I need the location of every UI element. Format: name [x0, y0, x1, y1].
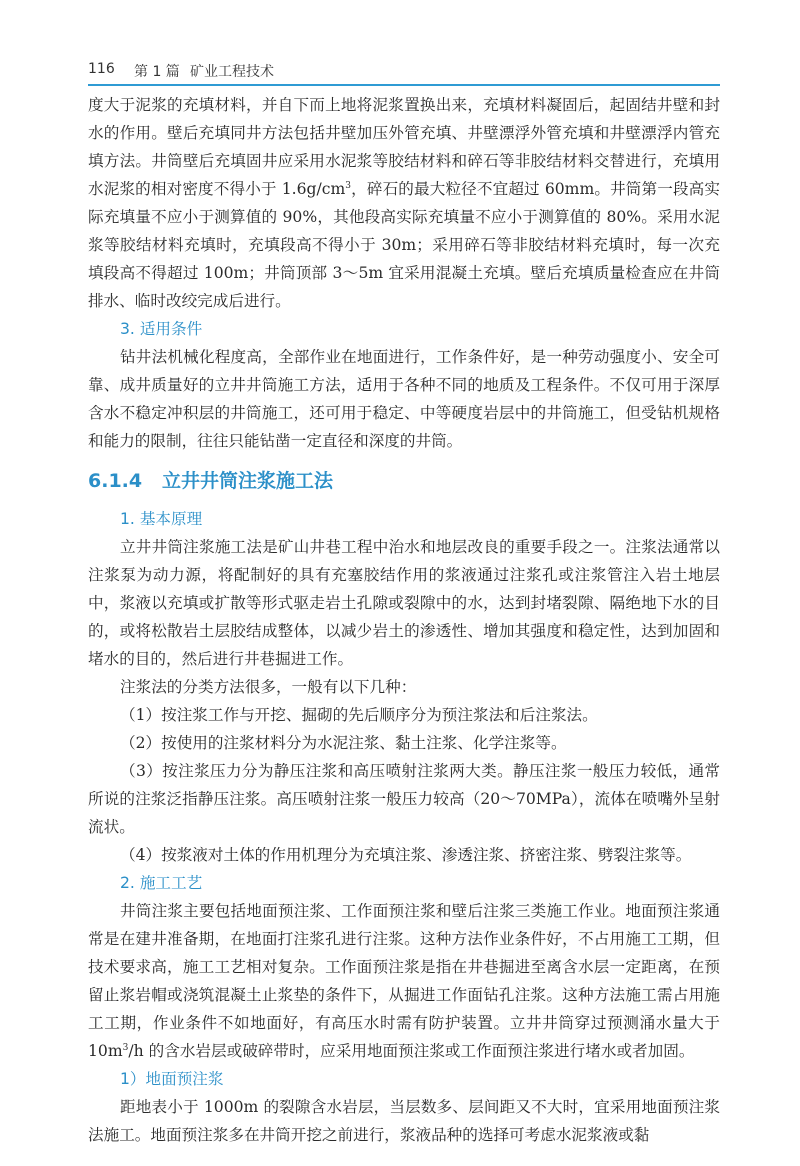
section-heading [88, 467, 720, 495]
page-number: 116 [88, 61, 115, 77]
part-label: 第 1 篇 [134, 64, 180, 80]
header-rule [88, 84, 720, 86]
list-item: （1）按注浆工作与开挖、掘砌的先后顺序分为预注浆法和后注浆法。 [120, 706, 598, 724]
heading-applicable-conditions: 3. 适用条件 [120, 320, 203, 338]
paragraph-applicable: 钻井法机械化程度高，全部作业在地面进行，工作条件好，是一种劳动强度小、安全可靠、成井质量好的立井井筒施工方法，适用于各种不同的地质及工程条件。不仅可用于深厚含水不稳定冲积层的井筒施工，还可用于稳定、中等硬度岩层中的井筒施工，但受钻机规格和能力的限制，往往只能钻凿一定直径和深度的井筒。 [88, 348, 720, 450]
list-item: （4）按浆液对土体的作用机理分为充填注浆、渗透注浆、挤密注浆、劈裂注浆等。 [120, 846, 692, 864]
list-item: （3）按注浆压力分为静压注浆和高压喷射注浆两大类。静压注浆一般压力较低，通常所说的注浆泛指静压注浆。高压喷射注浆一般压力较高（20～70MPa），流体在喷嘴外呈射流状。 [88, 762, 720, 836]
heading-surface-pregrouting: 1）地面预注浆 [120, 1070, 224, 1088]
running-header [88, 58, 720, 80]
list-item: （2）按使用的注浆材料分为水泥注浆、黏土注浆、化学注浆等。 [120, 734, 567, 752]
book-title: 矿业工程技术 [190, 64, 274, 80]
paragraph-surface: 距地表小于 1000m 的裂隙含水岩层，当层数多、层间距又不大时，宜采用地面预注浆法施工。地面预注浆多在井筒开挖之前进行，浆液品种的选择可考虑水泥浆液或黏 [88, 1098, 720, 1144]
section-number: 6.1.4 [88, 470, 143, 492]
paragraph-basic: 立井井筒注浆施工法是矿山井巷工程中治水和地层改良的重要手段之一。注浆法通常以注浆泵为动力源，将配制好的具有充塞胶结作用的浆液通过注浆孔或注浆管注入岩土地层中，浆液以充填或扩散等形式驱走岩土孔隙或裂隙中的水，达到封堵裂隙、隔绝地下水的目的，或将松散岩土层胶结成整体，以减少岩土的渗透性、增加其强度和稳定性，达到加固和堵水的目的，然后进行井巷掘进工作。 [88, 538, 720, 668]
paragraph-classes: 注浆法的分类方法很多，一般有以下几种： [120, 678, 417, 696]
paragraph-process: 井筒注浆主要包括地面预注浆、工作面预注浆和壁后注浆三类施工作业。地面预注浆通常是在建井准备期，在地面打注浆孔进行注浆。这种方法作业条件好，不占用施工工期，但技术要求高，施工工艺相对复杂。工作面预注浆是指在井巷掘进至离含水层一定距离，在预留止浆岩帽或浇筑混凝土止浆垫的条件下，从掘进工作面钻孔注浆。这种方法施工需占用施工工期，作业条件不如地面好，有高压水时需有防护装置。立井井筒穿过预测涌水量大于 $10m^3/h$ 的含水岩层或破碎带时，应采用地面预注浆或工作面预注浆进行堵水或者加固。 [88, 902, 720, 1060]
section-title: 立井井筒注浆施工法 [162, 470, 334, 492]
heading-basic-principle: 1. 基本原理 [120, 510, 203, 528]
page-body [88, 91, 720, 1149]
paragraph-intro: 度大于泥浆的充填材料，并自下而上地将泥浆置换出来，充填材料凝固后，起固结井壁和封水的作用。壁后充填同井方法包括井壁加压外管充填、井壁漂浮外管充填和井壁漂浮内管充填方法。井筒壁后充填固井应采用水泥浆等胶结材料和碎石等非胶结材料交替进行，充填用水泥浆的相对密度不得小于 $1.6g/cm^3$，碎石的最大粒径不宜超过 60mm。井筒第一段高实际充填量不应小于测算值的 90%，其他段高实际充填量不应小于测算值的 80%。采用水泥浆等胶结材料充填时，充填段高不得小于 30m；采用碎石等非胶结材料充填时，每一次充填段高不得超过 100m；井筒顶部 3～5m 宜采用混凝土充填。壁后充填质量检查应在井筒排水、临时改绞完成后进行。 [88, 96, 720, 310]
heading-construction-process: 2. 施工工艺 [120, 874, 203, 892]
